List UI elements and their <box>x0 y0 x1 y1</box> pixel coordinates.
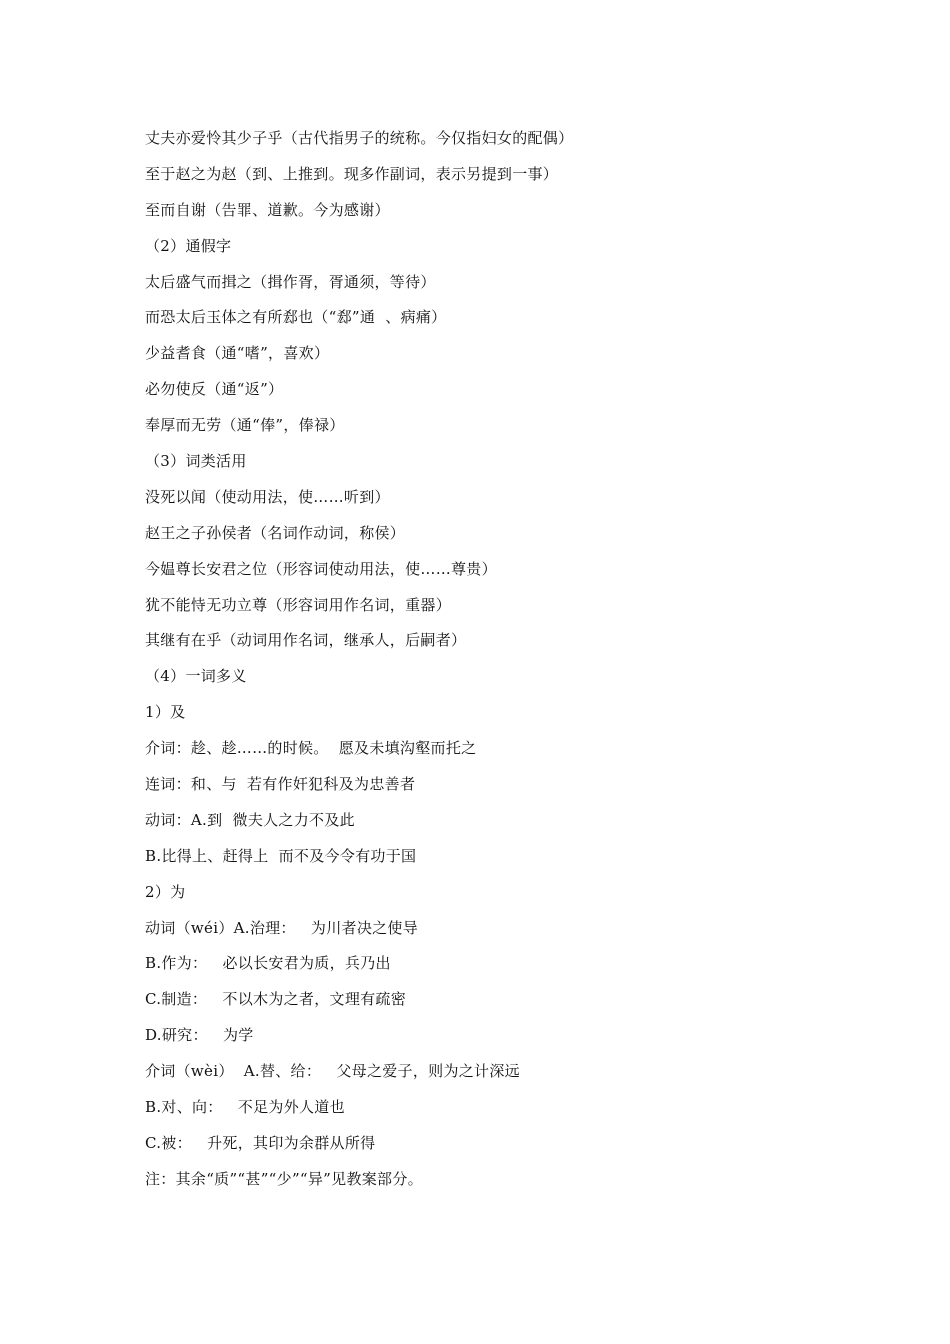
text-line: 今媪尊长安君之位（形容词使动用法，使……尊贵） <box>145 559 497 578</box>
text-line: 犹不能恃无功立尊（形容词用作名词，重器） <box>145 595 452 614</box>
text-line: 必勿使反（通“返”） <box>145 380 284 399</box>
text-line: 动词（wéi）A.治理： 为川者决之使导 <box>145 918 419 937</box>
note-line: 注：其余“质”“甚”“少”“异”见教案部分。 <box>145 1169 423 1188</box>
document-body <box>145 121 845 1198</box>
text-line: 介词：趁、趁……的时候。 愿及未填沟壑而托之 <box>145 739 477 758</box>
text-line: C.被： 升死，其印为余群从所得 <box>145 1133 376 1152</box>
text-line: 赵王之子孙侯者（名词作动词，称侯） <box>145 523 406 542</box>
text-line: 而恐太后玉体之有所郄也（“郄”通 、病痛） <box>145 308 447 327</box>
text-line: 少益耆食（通“嗜”，喜欢） <box>145 344 330 363</box>
subsection-heading: 1）及 <box>145 703 186 722</box>
section-heading: （4）一词多义 <box>145 667 247 686</box>
text-line: B.比得上、赶得上 而不及今令有功于国 <box>145 846 417 865</box>
subsection-heading: 2）为 <box>145 882 186 901</box>
text-line: 连词：和、与 若有作奸犯科及为忠善者 <box>145 775 416 794</box>
text-line: B.作为： 必以长安君为质，兵乃出 <box>145 954 391 973</box>
text-line: B.对、向： 不足为外人道也 <box>145 1098 345 1117</box>
text-line: 丈夫亦爱怜其少子乎（古代指男子的统称。今仅指妇女的配偶） <box>145 129 574 147</box>
text-line: C.制造： 不以木为之者，文理有疏密 <box>145 990 407 1009</box>
text-line: 太后盛气而揖之（揖作胥，胥通须，等待） <box>145 272 436 291</box>
text-line: 其继有在乎（动词用作名词，继承人，后嗣者） <box>145 631 467 650</box>
text-line: 动词：A.到 微夫人之力不及此 <box>145 810 355 829</box>
text-line: 至而自谢（告罪、道歉。今为感谢） <box>145 200 390 219</box>
text-line: D.研究： 为学 <box>145 1026 254 1045</box>
section-heading: （2）通假字 <box>145 236 232 255</box>
section-heading: （3）词类活用 <box>145 452 247 471</box>
text-line: 介词（wèi） A.替、给： 父母之爱子，则为之计深远 <box>145 1062 520 1081</box>
text-line: 奉厚而无劳（通“俸”，俸禄） <box>145 416 345 435</box>
text-line: 至于赵之为赵（到、上推到。现多作副词，表示另提到一事） <box>145 164 559 183</box>
text-line: 没死以闻（使动用法，使……听到） <box>145 487 390 506</box>
